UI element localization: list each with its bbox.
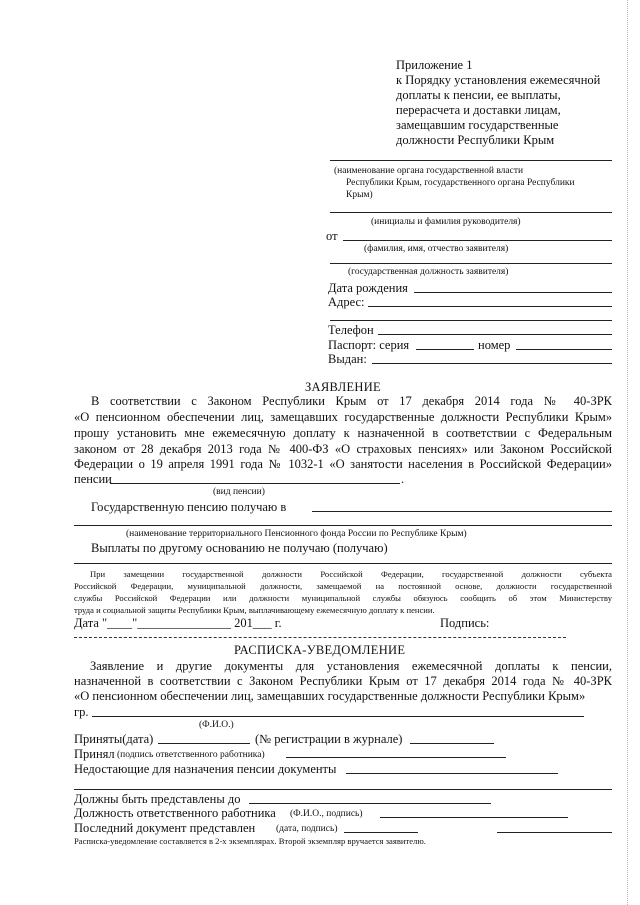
accepted-date-field[interactable] [158, 743, 250, 744]
state-pension-fund-field[interactable] [312, 511, 612, 512]
issued-label: Выдан: [328, 352, 367, 366]
footer-note: Расписка-уведомление составляется в 2-х экземплярах. Второй экземпляр вручается заявителю. [74, 836, 426, 846]
state-pension-text: Государственную пенсию получаю в [91, 500, 287, 514]
citizen-name-field[interactable] [92, 716, 584, 717]
last-doc-label: Последний документ представлен [74, 821, 256, 835]
last-doc-signature-field[interactable] [497, 832, 612, 833]
accepted-date-label: Приняты(дата) [74, 732, 154, 746]
address-field[interactable] [368, 306, 612, 307]
fio-caption: (Ф.И.О.) [199, 720, 234, 730]
phone-field[interactable] [378, 334, 612, 335]
other-payments-field[interactable] [74, 563, 612, 564]
receipt-line: назначенной в соответствии с Законом Республики Крым от 17 декабря 2014 года № 40-ЗРК [74, 674, 612, 688]
statement-title: ЗАЯВЛЕНИЕ [305, 380, 381, 394]
registration-number-field[interactable] [410, 743, 494, 744]
receipt-line: «О пенсионном обеспечении лиц, замещавших государственные должности Республики Крым» [74, 689, 586, 703]
applicant-caption: (фамилия, имя, отчество заявителя) [364, 244, 509, 254]
receipt-line: Заявление и другие документы для установления ежемесячной доплаты к пенсии, [90, 659, 612, 673]
registration-label: (№ регистрации в журнале) [255, 732, 403, 746]
from-label: от [326, 229, 338, 243]
accepted-by-label: Принял [74, 747, 115, 761]
phone-label: Телефон [328, 323, 374, 337]
position-caption: (государственная должность заявителя) [348, 267, 509, 277]
page-border-right [627, 0, 628, 905]
passport-number-label: номер [478, 338, 511, 352]
authority-caption: Республики Крым, государственного органа Республики [346, 178, 575, 188]
signature-label: Подпись: [440, 616, 490, 630]
statement-paragraph-line: В соответствии с Законом Республики Крым от 17 декабря 2014 года № 40-ЗРК [91, 394, 612, 408]
citizen-label: гр. [74, 705, 89, 719]
missing-docs-field[interactable] [346, 773, 558, 774]
other-payments-text: Выплаты по другому основанию не получаю (получаю) [91, 541, 388, 555]
statement-paragraph-line: прошу установить мне ежемесячную доплату к назначенной в соответствии с Федеральным [74, 426, 612, 440]
issued-field[interactable] [372, 363, 612, 364]
responsible-field[interactable] [380, 817, 568, 818]
last-doc-date-field[interactable] [344, 832, 418, 833]
missing-docs-label: Недостающие для назначения пенсии документы [74, 762, 337, 776]
accepted-by-field[interactable] [286, 757, 506, 758]
applicant-name-field[interactable] [343, 240, 612, 241]
notice-line: службы Российской Федерации или должности муниципальной службы обязуюсь сообщить об этом Министерству [74, 593, 612, 603]
authority-field[interactable] [330, 160, 612, 161]
address-label: Адрес: [328, 295, 365, 309]
notice-line: труда и социальной защиты Республики Крым, выплачивающему ежемесячную доплату к пенсии. [74, 605, 435, 615]
birth-date-field[interactable] [414, 292, 612, 293]
statement-paragraph-line: Федерации о 19 апреля 1991 года № 1032-1 «О занятости населения в Российской Федерации» [74, 457, 612, 471]
appendix-line: замещавшим государственные [396, 118, 559, 132]
receipt-title: РАСПИСКА-УВЕДОМЛЕНИЕ [234, 643, 406, 657]
passport-label: Паспорт: серия [328, 338, 410, 352]
head-name-field[interactable] [330, 212, 612, 213]
passport-series-field[interactable] [416, 349, 474, 350]
responsible-label: Должность ответственного работника [74, 806, 276, 820]
cut-line [74, 637, 566, 638]
due-date-label: Должны быть представлены до [74, 792, 241, 806]
address-field-2[interactable] [330, 320, 612, 321]
due-date-field[interactable] [249, 803, 491, 804]
notice-line: При замещении государственной должности Российской Федерации, государственной должности субъекта [90, 569, 612, 579]
last-doc-caption: (дата, подпись) [276, 824, 338, 834]
head-caption: (инициалы и фамилия руководителя) [371, 217, 521, 227]
statement-paragraph-line: «О пенсионном обеспечении лиц, замещавших государственные должности Республики Крым» [74, 410, 612, 424]
passport-number-field[interactable] [516, 349, 612, 350]
pension-type-caption: (вид пенсии) [213, 487, 265, 497]
appendix-line: перерасчета и доставки лицам, [396, 103, 561, 117]
appendix-line: должности Республики Крым [396, 133, 555, 147]
state-pension-fund-field-2[interactable] [74, 525, 612, 526]
accepted-by-caption: (подпись ответственного работника) [117, 750, 265, 760]
pension-type-field[interactable] [110, 483, 400, 484]
pension-end: . [401, 472, 405, 486]
notice-line: Российской Федерации, муниципальной должности, замещаемой на постоянной основе, должности государственной [74, 581, 612, 591]
appendix-line: доплаты к пенсии, ее выплаты, [396, 88, 561, 102]
statement-paragraph-line: законом от 28 декабря 2013 года № 400-ФЗ «О страховых пенсиях» или Законом Российской [74, 442, 612, 456]
fund-caption: (наименование территориального Пенсионного фонда России по Республике Крым) [126, 529, 467, 539]
authority-caption: Крым) [346, 190, 373, 200]
applicant-position-field[interactable] [330, 263, 612, 264]
date-field[interactable]: Дата "____"_______________ 201___ г. [74, 616, 282, 630]
pension-label: пенсии [74, 472, 112, 486]
missing-docs-field-2[interactable] [74, 789, 612, 790]
authority-caption: (наименование органа государственной власти [334, 166, 524, 176]
appendix-line: Приложение 1 [396, 58, 473, 72]
birth-date-label: Дата рождения [328, 281, 408, 295]
responsible-caption: (Ф.И.О., подпись) [290, 809, 363, 819]
appendix-line: к Порядку установления ежемесячной [396, 73, 601, 87]
